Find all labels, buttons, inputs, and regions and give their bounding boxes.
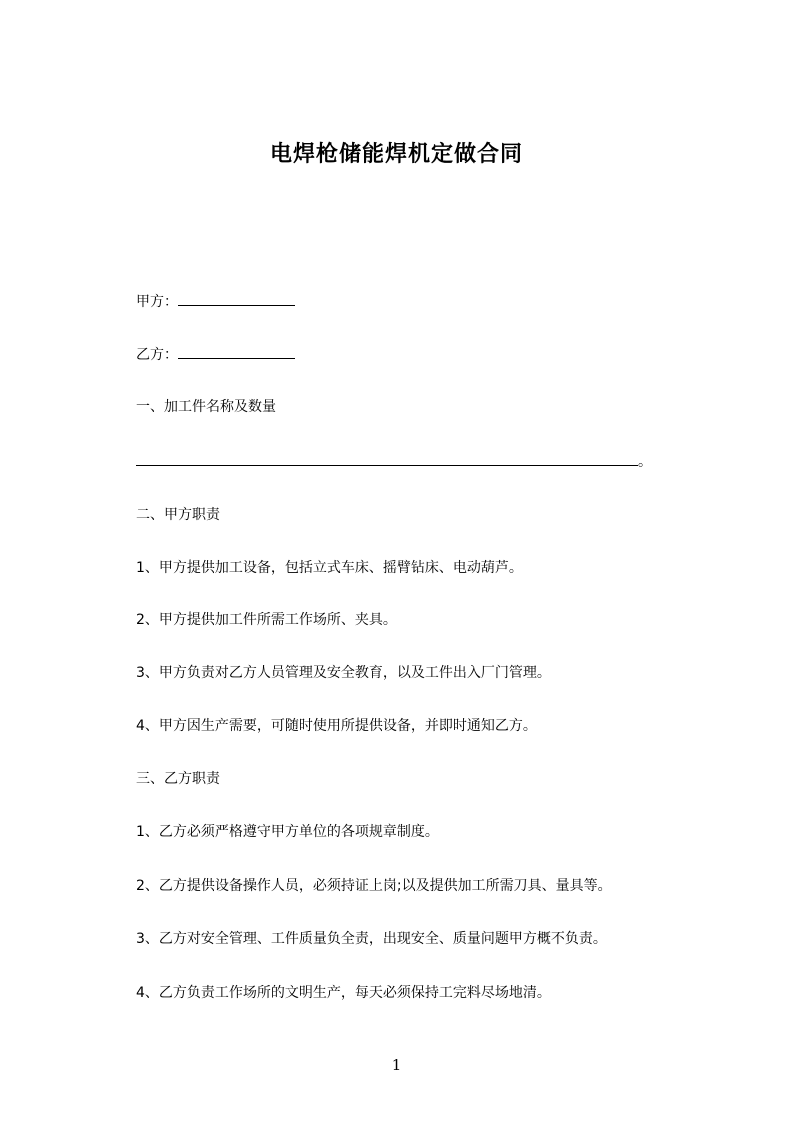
section3-item: 2、乙方提供设备操作人员，必须持证上岗;以及提供加工所需刀具、量具等。: [136, 878, 612, 894]
section3-heading: 三、乙方职责: [136, 771, 220, 787]
section1-fill-line: [136, 451, 652, 472]
section2-item: 1、甲方提供加工设备，包括立式车床、摇臂钻床、电动葫芦。: [136, 560, 523, 576]
section1-heading: 一、加工件名称及数量: [136, 399, 276, 415]
section3-item: 3、乙方对安全管理、工件质量负全责，出现安全、质量问题甲方概不负责。: [136, 931, 607, 947]
page-number: 1: [391, 1056, 402, 1074]
party-b-line: [136, 344, 295, 365]
document-title: 电焊枪储能焊机定做合同: [269, 142, 523, 167]
section2-item: 2、甲方提供加工件所需工作场所、夹具。: [136, 612, 397, 628]
item-quantity-blank: [136, 451, 638, 466]
section2-heading: 二、甲方职责: [136, 507, 220, 523]
section3-item: 1、乙方必须严格遵守甲方单位的各项规章制度。: [136, 824, 439, 840]
party-b-blank: [178, 344, 295, 359]
section2-item: 4、甲方因生产需要，可随时使用所提供设备，并即时通知乙方。: [136, 718, 537, 734]
party-a-label: 甲方：: [136, 294, 178, 310]
party-a-line: [136, 291, 295, 312]
section1-end-mark: 。: [638, 454, 652, 470]
party-b-label: 乙方：: [136, 347, 178, 363]
section3-item: 4、乙方负责工作场所的文明生产，每天必须保持工完料尽场地清。: [136, 985, 551, 1001]
party-a-blank: [178, 291, 295, 306]
section2-item: 3、甲方负责对乙方人员管理及安全教育，以及工件出入厂门管理。: [136, 665, 551, 681]
